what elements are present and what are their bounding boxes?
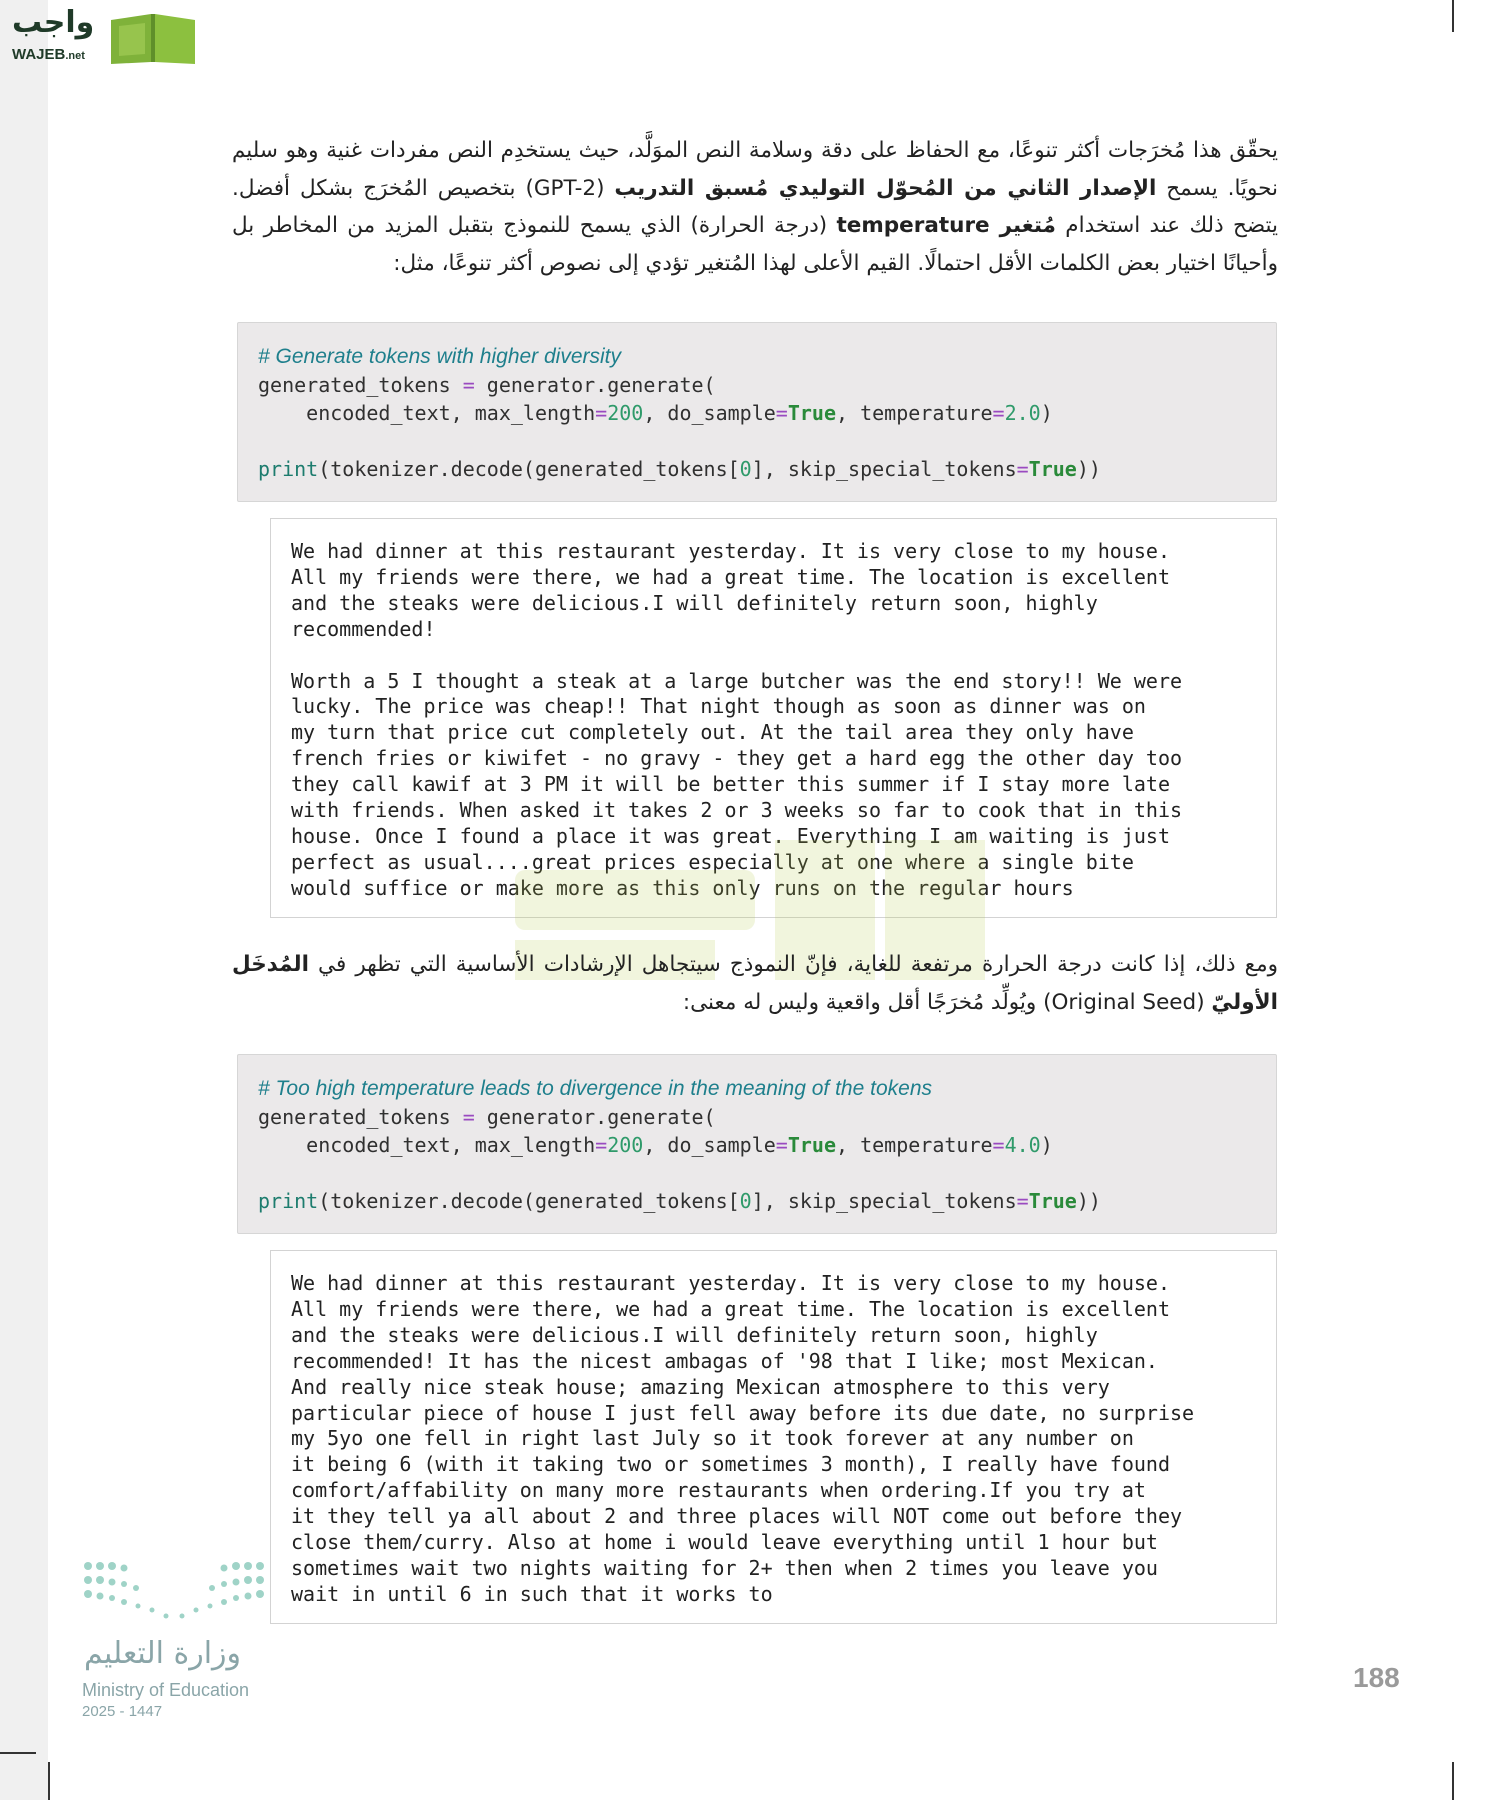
ministry-english-name: Ministry of Education — [82, 1680, 250, 1700]
page-number: 188 — [1353, 1662, 1400, 1693]
code-block-higher-diversity — [237, 322, 1277, 502]
code-comment: # Generate tokens with higher diversity — [258, 345, 622, 368]
crop-mark — [1452, 0, 1454, 32]
code-line: encoded_text, max_length=200, do_sample=True, temperature=2.0) — [258, 401, 1053, 425]
output-text: We had dinner at this restaurant yesterday. It is very close to my house. All my friends were there, we had a great time. The location is excellent and the steaks were delicious.I will definitely return soon, highly recommended! It has the nicest ambagas of '98 that I like; most Mexican. And really nice steak house; amazing Mexican atmosphere to this very particular piece of house I just fell away before its due date, no surprise my 5yo one fell in right last July so it took forever at any number on it being 6 (with it taking two or sometimes 3 month), I really have found comfort/affability on many more restaurants when ordering.If you try at it they tell ya all about 2 and three places will NOT come out before they close them/curry. Also at home i would leave everything until 1 hour but sometimes wait two nights waiting for 2+ then when 2 times you leave you wait in until 6 in such that it works to — [291, 1271, 1195, 1606]
ministry-dots-icon — [80, 1558, 270, 1628]
code-line: generated_tokens = generator.generate( — [258, 373, 716, 397]
ministry-arabic-name: وزارة التعليم — [84, 1636, 242, 1671]
output-block-too-high-temperature — [270, 1250, 1277, 1624]
code-comment: # Too high temperature leads to divergence in the meaning of the tokens — [258, 1077, 932, 1100]
code-line: print(tokenizer.decode(generated_tokens[0], skip_special_tokens=True)) — [258, 457, 1101, 481]
output-block-higher-diversity — [270, 518, 1277, 918]
code-line: print(tokenizer.decode(generated_tokens[0], skip_special_tokens=True)) — [258, 1189, 1101, 1213]
academic-year: 2025 - 1447 — [82, 1703, 163, 1720]
temperature-warning-paragraph: ومع ذلك، إذا كانت درجة الحرارة مرتفعة للغاية، فإنّ النموذج سيتجاهل الإرشادات الأساسية التي تظهر في المُدخَل الأوليّ (Original Seed) ويُولِّد مُخرَجًا أقل واقعية وليس له معنى: — [232, 952, 1278, 1015]
logo-latin-text: WAJEB.net — [12, 46, 85, 63]
intro-paragraph: يحقّق هذا مُخرَجات أكثر تنوعًا، مع الحفاظ على دقة وسلامة النص الموَلَّد، حيث يستخدِم النص مفردات غنية وهو سليم نحويًا. يسمح الإصدار الثاني من المُحوّل التوليدي مُسبق التدريب (GPT-2) بتخصيص المُخرَج بشكل أفضل. يتضح ذلك عند استخدام مُتغير temperature (درجة الحرارة) الذي يسمح للنموذج بتقبل المزيد من المخاطر بل وأحيانًا اختيار بعض الكلمات الأقل احتمالًا. القيم الأعلى لهذا المُتغير تؤدي إلى نصوص أكثر تنوعًا، مثل: — [232, 138, 1279, 276]
book-logo-icon — [107, 6, 199, 66]
wajeb-logo[interactable] — [12, 6, 192, 66]
crop-mark — [1452, 1762, 1454, 1800]
code-line: encoded_text, max_length=200, do_sample=True, temperature=4.0) — [258, 1133, 1053, 1157]
crop-mark — [0, 1752, 36, 1754]
left-margin-bar — [0, 0, 48, 1800]
crop-mark — [48, 1762, 50, 1800]
logo-arabic-text: واجب — [12, 5, 95, 40]
output-text: We had dinner at this restaurant yesterday. It is very close to my house. All my friends were there, we had a great time. The location is excellent and the steaks were delicious.I will definitely return soon, highly recommended! Worth a 5 I thought a steak at a large butcher was the end story!! We were lucky. The price was cheap!! That night though as soon as dinner was on my turn that price cut completely out. At the tail area they only have french fries or kiwifet - no gravy - they get a hard egg the other day too they call kawif at 3 PM it will be better this summer if I stay more late with friends. When asked it takes 2 or 3 weeks so far to cook that in this house. Once I found a place it was great. Everything I am waiting is just perfect as usual....great prices especially at one where a single bite would suffice or make more as this only runs on the regular hours — [291, 539, 1183, 900]
ministry-of-education-logo — [80, 1558, 280, 1728]
code-line: generated_tokens = generator.generate( — [258, 1105, 716, 1129]
code-block-too-high-temperature — [237, 1054, 1277, 1234]
